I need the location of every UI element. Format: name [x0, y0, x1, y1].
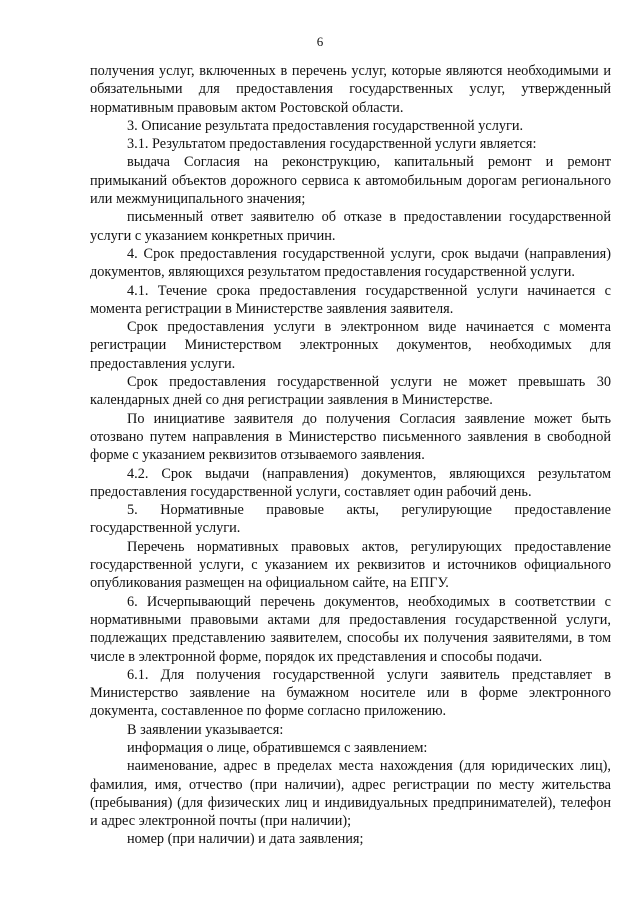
- paragraph-applicant-info: информация о лице, обратившемся с заявлением:: [127, 739, 428, 756]
- paragraph-section-3-heading: 3. Описание результата предоставления государственной услуги.: [127, 117, 524, 134]
- paragraph-result-consent: выдача Согласия на реконструкцию, капитальный ремонт и ремонт примыканий объектов дорожного сервиса к автомобильным дорогам регионального или межмуниципального значения;: [90, 154, 611, 208]
- paragraph-continuation: получения услуг, включенных в перечень услуг, которые являются необходимыми и обязательными для предоставления государственных услуг, утвержденный нормативным правовым актом Ростовской области.: [90, 63, 611, 116]
- paragraph-applicant-details: наименование, адрес в пределах места нахождения (для юридических лиц), фамилия, имя, отчество (при наличии), адрес регистрации по месту жительства (пребывания) (для физических лиц и индивидуальных предпринимателей), телефон и адрес электронной почты (при наличии);: [90, 758, 611, 830]
- paragraph-section-5-heading: 5. Нормативные правовые акты, регулирующие предоставление государственной услуги.: [90, 502, 611, 537]
- paragraph-3-1: 3.1. Результатом предоставления государственной услуги является:: [127, 136, 537, 153]
- paragraph-application-contents: В заявлении указывается:: [127, 721, 284, 738]
- paragraph-4-1: 4.1. Течение срока предоставления государственной услуги начинается с момента регистрации в Министерстве заявления заявителя.: [90, 282, 611, 317]
- paragraph-section-6-heading: 6. Исчерпывающий перечень документов, необходимых в соответствии с нормативными правовыми актами для предоставления государственной услуги, подлежащих представлению заявителем, способы их получения заявителями, в том числе в электронной форме, порядок их представления и способы подачи.: [90, 593, 611, 665]
- paragraph-section-4-heading: 4. Срок предоставления государственной услуги, срок выдачи (направления) документов, являющихся результатом предоставления государственной услуги.: [90, 245, 611, 281]
- document-body: [90, 62, 611, 849]
- paragraph-result-refusal: письменный ответ заявителю об отказе в предоставлении государственной услуги с указанием конкретных причин.: [90, 209, 611, 244]
- paragraph-electronic-term: Срок предоставления услуги в электронном виде начинается с момента регистрации Министерством электронных документов, необходимых для предоставления услуги.: [90, 319, 611, 372]
- paragraph-max-term: Срок предоставления государственной услуги не может превышать 30 календарных дней со дня регистрации заявления в Министерстве.: [90, 374, 611, 409]
- paragraph-application-number-date: номер (при наличии) и дата заявления;: [127, 831, 364, 848]
- paragraph-6-1: 6.1. Для получения государственной услуги заявитель представляет в Министерство заявление на бумажном носителе или в форме электронного документа, составленное по форме согласно приложению.: [90, 666, 611, 720]
- paragraph-legal-acts-list: Перечень нормативных правовых актов, регулирующих предоставление государственной услуги, с указанием их реквизитов и источников официального опубликования размещен на официальном сайте, на ЕПГУ.: [90, 538, 611, 592]
- paragraph-4-2: 4.2. Срок выдачи (направления) документов, являющихся результатом предоставления государственной услуги, составляет один рабочий день.: [90, 465, 611, 500]
- page-number: 6: [316, 34, 324, 49]
- paragraph-withdrawal: По инициативе заявителя до получения Согласия заявление может быть отозвано путем направления в Министерство письменного заявления в свободной форме с указанием реквизитов отзываемого заявления.: [90, 410, 611, 464]
